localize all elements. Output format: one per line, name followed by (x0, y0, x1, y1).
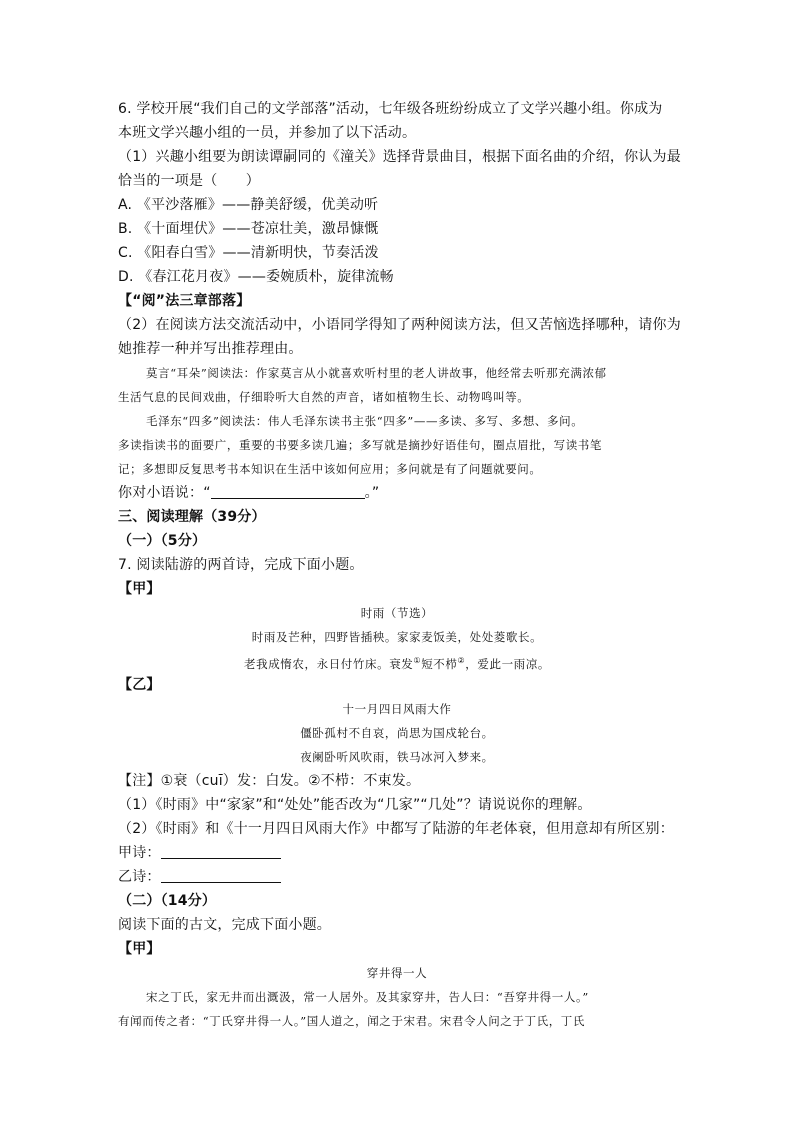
poem2-line2: 夜阑卧听风吹雨，铁马冰河入梦来。 (300, 750, 494, 764)
label-yi: 【乙】 (118, 677, 161, 693)
poem-notes: 【注】①衰（cuī）发：白发。②不栉：不束发。 (118, 773, 421, 789)
label-jia-2: 【甲】 (118, 941, 161, 957)
subsection-2-heading: （二）（14分） (118, 893, 217, 909)
jia-poem-label: 甲诗： (118, 845, 161, 861)
option-b: B. 《十面埋伏》——苍凉壮美，激昂慷慨 (118, 221, 379, 237)
part3-heading: 三、阅读理解（39分） (118, 509, 266, 525)
mao-method-line3: 记；多想即反复思考书本知识在生活中该如何应用；多问就是有了问题就要问。 (118, 462, 542, 476)
answer-line (118, 484, 379, 502)
q6-stem-line1: 6. 学校开展“我们自己的文学部落”活动，七年级各班纷纷成立了文学兴趣小组。你成为 (118, 101, 663, 117)
section-heading-reading-methods: 【“阅”法三章部落】 (118, 293, 251, 309)
yi-poem-label: 乙诗： (118, 869, 161, 885)
label-jia: 【甲】 (118, 581, 161, 597)
footnote-mark-2: ② (457, 656, 466, 665)
jia-poem-answer-line (118, 844, 281, 862)
q6-part1-line1: （1）兴趣小组要为朗读谭嗣同的《潼关》选择背景曲目，根据下面名曲的介绍，你认为最 (118, 149, 681, 165)
mao-method-line2: 多读指读书的面要广，重要的书要多读几遍；多写就是摘抄好语佳句，圈点眉批，写读书笔 (118, 438, 602, 452)
option-c: C. 《阳春白雪》——清新明快，节奏活泼 (118, 245, 379, 261)
prose-line1: 宋之丁氏，家无井而出溉汲，常一人居外。及其家穿井，告人曰：“吾穿井得一人。” (146, 990, 589, 1004)
poem1-line2-c: ，爱此一雨凉。 (465, 656, 550, 671)
q6-part2-line1: （2）在阅读方法交流活动中，小语同学得知了两种阅读方法，但又苦恼选择哪种，请你为 (118, 317, 681, 333)
yi-poem-answer-blank[interactable] (161, 868, 281, 883)
subsection-1-heading: （一）（5分） (118, 533, 207, 549)
poem1-line2 (0, 652, 794, 673)
prose-stem: 阅读下面的古文，完成下面小题。 (118, 917, 331, 933)
prose-line2: 有闻而传之者：“丁氏穿井得一人。”国人道之，闻之于宋君。宋君令人问之于丁氏，丁氏 (118, 1014, 586, 1028)
poem2-line1: 僵卧孤村不自哀，尚思为国戍轮台。 (300, 726, 494, 740)
moyan-method-line2: 生活气息的民间戏曲，仔细聆听大自然的声音，诸如植物生长、动物鸣叫等。 (118, 390, 530, 404)
poem1-line2-b: 短不栉 (421, 656, 458, 671)
q7-stem: 7. 阅读陆游的两首诗，完成下面小题。 (118, 557, 364, 573)
answer-prefix: 你对小语说：“ (118, 485, 211, 501)
answer-blank[interactable] (211, 484, 365, 499)
jia-poem-answer-blank[interactable] (161, 844, 281, 859)
q7-part1: （1）《时雨》中“家家”和“处处”能否改为“几家”“几处”？请说说你的理解。 (118, 797, 592, 813)
poem1-line2-a: 老我成惰农，永日付竹床。衰发 (244, 656, 414, 671)
prose-title: 穿井得一人 (366, 966, 428, 980)
q7-part2: （2）《时雨》和《十一月四日风雨大作》中都写了陆游的年老体衰，但用意却有所区别： (118, 821, 674, 837)
poem2-title: 十一月四日风雨大作 (342, 702, 452, 716)
q6-stem-line2: 本班文学兴趣小组的一员，并参加了以下活动。 (118, 125, 417, 141)
moyan-method-line1: 莫言“耳朵”阅读法：作家莫言从小就喜欢听村里的老人讲故事，他经常去听那充满浓郁 (146, 366, 607, 380)
poem1-line1: 时雨及芒种，四野皆插秧。家家麦饭美，处处菱歌长。 (251, 630, 543, 644)
option-a: A. 《平沙落雁》——静美舒缓，优美动听 (118, 197, 379, 213)
poem1-title: 时雨（节选） (360, 606, 434, 620)
yi-poem-answer-line (118, 868, 281, 886)
answer-suffix: 。” (364, 485, 380, 501)
footnote-mark-1: ① (413, 656, 422, 665)
q6-part1-line2: 恰当的一项是（ ） (118, 173, 260, 189)
mao-method-line1: 毛泽东“四多”阅读法：伟人毛泽东读书主张“四多”——多读、多写、多想、多问。 (146, 414, 584, 428)
option-d: D. 《春江花月夜》——委婉质朴，旋律流畅 (118, 269, 394, 285)
q6-part2-line2: 她推荐一种并写出推荐理由。 (118, 341, 303, 357)
